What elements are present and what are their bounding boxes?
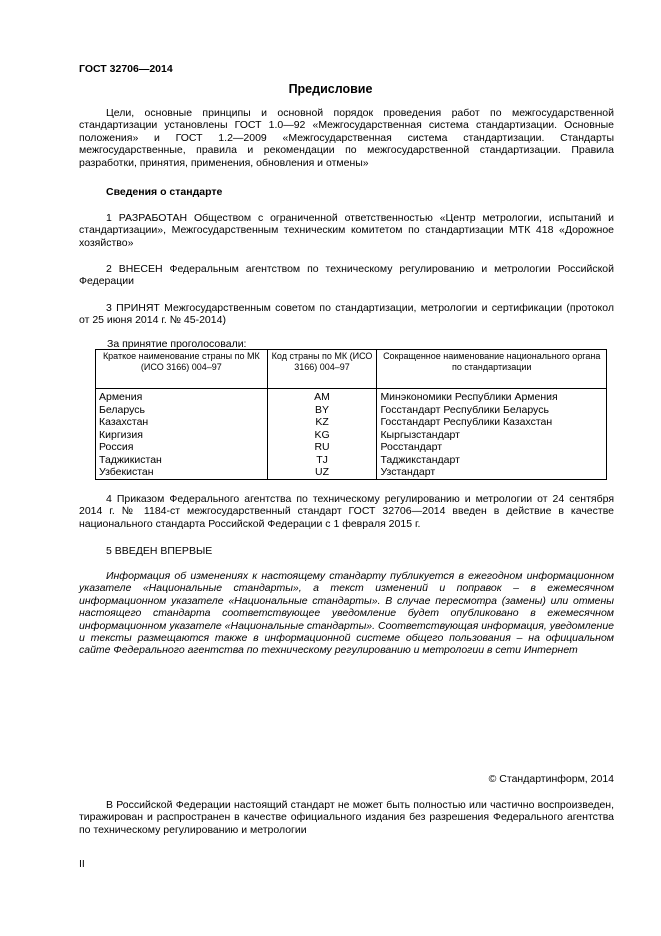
item-1-paragraph: 1 РАЗРАБОТАН Обществом с ограниченной ответственностью «Центр метрологии, испытаний и стандартизации», Межгосударственным техническим комитетом по стандартизации МТК 418 «Дорожное хозяйство» (79, 212, 614, 249)
header-body: Сокращенное наименование национального органа по стандартизации (377, 350, 607, 389)
code-cell: KZ (267, 416, 377, 429)
info-paragraph: Информация об изменениях к настоящему стандарту публикуется в ежегодном информационном указателе «Национальные стандарты», а текст изменений и поправок – в ежемесячном информационном указателе «Национальные стандарты». В случае пересмотра (замены) или отмены настоящего стандарта соответствующее уведомление будет опубликовано в ежемесячном информационном указателе «Национальные стандарты». Соответствующая информация, уведомление и тексты размещаются также в информационной системе общего пользования – на официальном сайте Федерального агентства по техническому регулированию и метрологии в сети Интернет (79, 570, 614, 657)
intro-paragraph: Цели, основные принципы и основной порядок проведения работ по межгосударственной стандартизации установлены ГОСТ 1.0—92 «Межгосударственная система стандартизации. Основные положения» и ГОСТ 1.2—2009 «Межгосударственная система стандартизации. Стандарты межгосударственные, правила и рекомендации по межгосударственной стандартизации. Правила разработки, принятия, применения, обновления и отмены» (79, 107, 614, 169)
header-country: Краткое наименование страны по МК (ИСО 3166) 004–97 (96, 350, 268, 389)
table-row (96, 416, 607, 429)
table-row (96, 441, 607, 454)
body-cell: Госстандарт Республики Казахстан (377, 416, 607, 429)
item-3-paragraph: 3 ПРИНЯТ Межгосударственным советом по стандартизации, метрологии и сертификации (протокол от 25 июня 2014 г. № 45-2014) (79, 302, 614, 327)
vote-table (95, 349, 607, 480)
country-cell: Россия (96, 441, 268, 454)
body-cell: Госстандарт Республики Беларусь (377, 404, 607, 417)
header-code: Код страны по МК (ИСО 3166) 004–97 (267, 350, 377, 389)
country-cell: Беларусь (96, 404, 268, 417)
body-cell: Кыргызстандарт (377, 429, 607, 442)
copyright-line: © Стандартинформ, 2014 (488, 773, 614, 785)
body-cell: Узстандарт (377, 466, 607, 479)
code-cell: KG (267, 429, 377, 442)
country-cell: Казахстан (96, 416, 268, 429)
section-heading: Сведения о стандарте (106, 186, 223, 198)
country-cell: Киргизия (96, 429, 268, 442)
item-4-paragraph: 4 Приказом Федерального агентства по техническому регулированию и метрологии от 24 сентября 2014 г. № 1184-ст межгосударственный стандарт ГОСТ 32706—2014 введен в действие в качестве национального стандарта Российской Федерации с 1 февраля 2015 г. (79, 493, 614, 530)
table-row (96, 454, 607, 467)
country-cell: Армения (96, 389, 268, 404)
code-cell: TJ (267, 454, 377, 467)
code-cell: RU (267, 441, 377, 454)
standard-header: ГОСТ 32706—2014 (79, 63, 173, 75)
table-row (96, 389, 607, 404)
table-row (96, 429, 607, 442)
table-row (96, 466, 607, 479)
body-cell: Минэкономики Республики Армения (377, 389, 607, 404)
vote-caption: За принятие проголосовали: (107, 338, 247, 350)
page-number: II (79, 858, 85, 870)
body-cell: Росстандарт (377, 441, 607, 454)
body-cell: Таджикстандарт (377, 454, 607, 467)
country-cell: Узбекистан (96, 466, 268, 479)
page-title: Предисловие (288, 82, 373, 96)
vote-table-header (96, 350, 607, 389)
code-cell: BY (267, 404, 377, 417)
code-cell: UZ (267, 466, 377, 479)
code-cell: AM (267, 389, 377, 404)
rights-paragraph: В Российской Федерации настоящий стандарт не может быть полностью или частично воспроизведен, тиражирован и распространен в качестве официального издания без разрешения Федерального агентства по техническому регулированию и метрологии (79, 799, 614, 836)
item-2-paragraph: 2 ВНЕСЕН Федеральным агентством по техническому регулированию и метрологии Российской Федерации (79, 263, 614, 288)
country-cell: Таджикистан (96, 454, 268, 467)
item-5-paragraph: 5 ВВЕДЕН ВПЕРВЫЕ (106, 545, 213, 557)
table-row (96, 404, 607, 417)
